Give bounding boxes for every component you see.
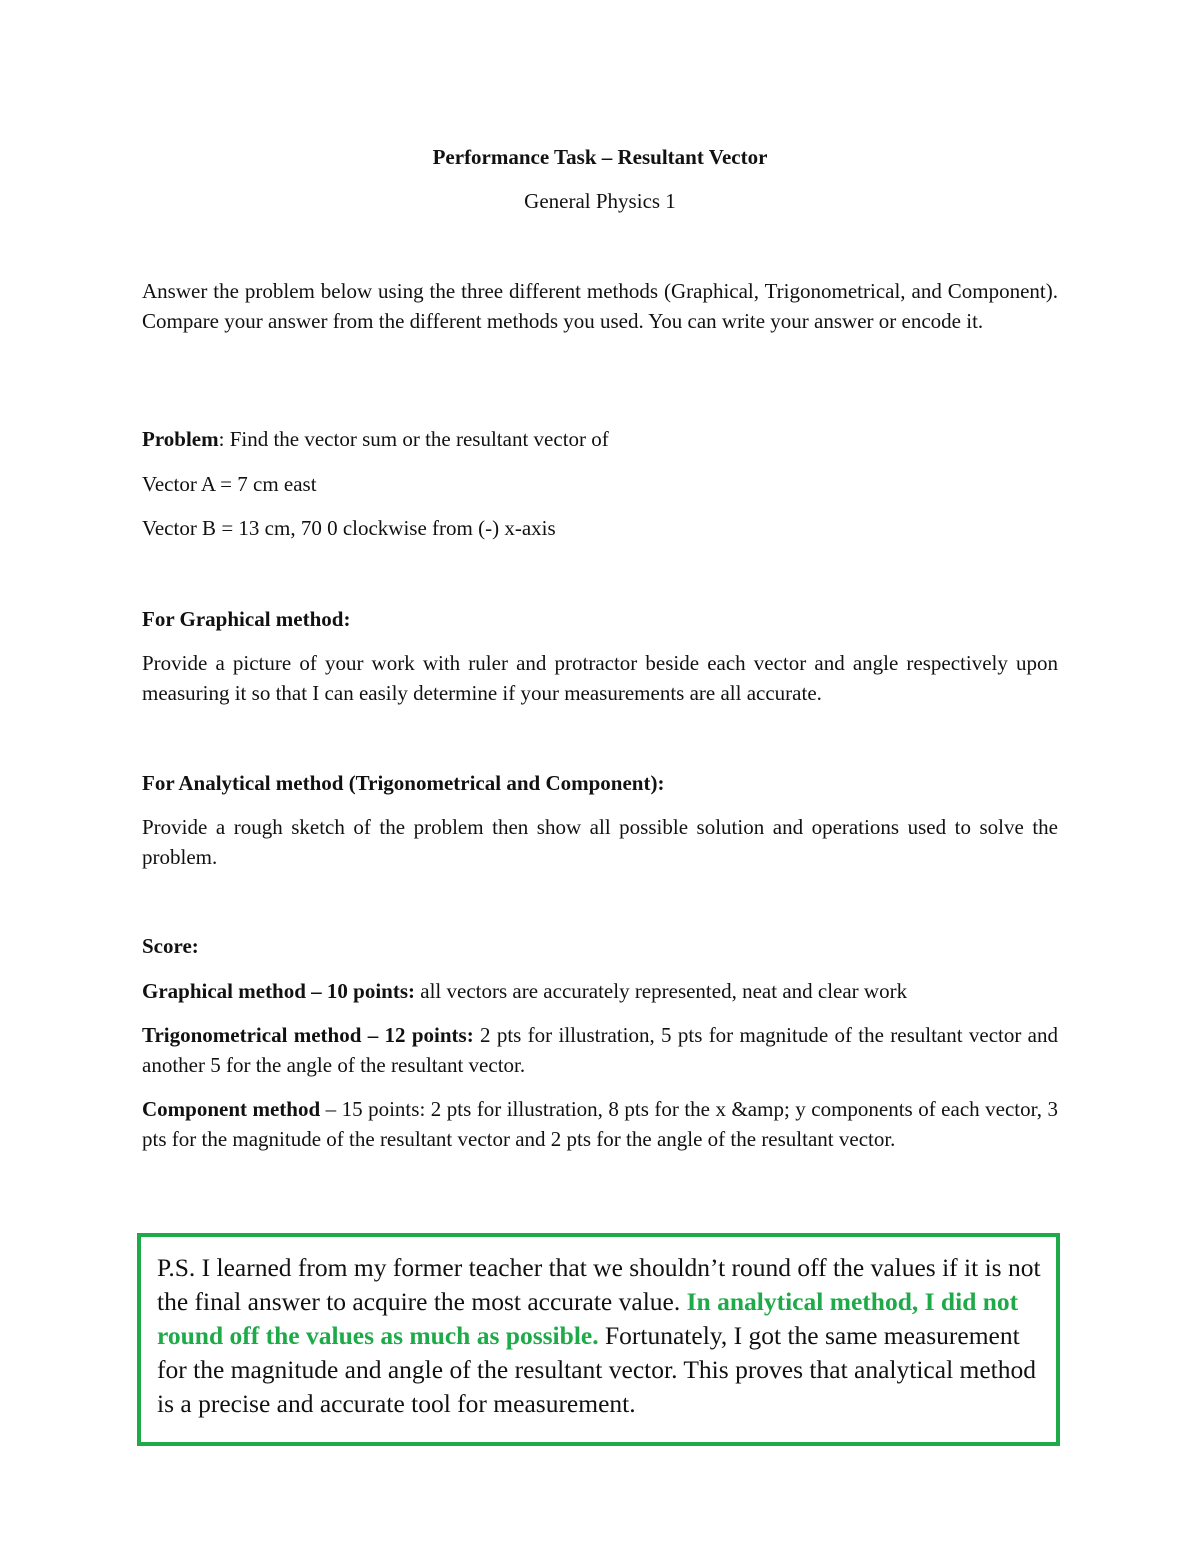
ps-note-box — [137, 1233, 1060, 1446]
score-trig-text: 2 pts for illustration, 5 pts for magnitude of the resultant vector and another 5 for the angle of the resultant vector. — [142, 1023, 1058, 1077]
instructions-paragraph: Answer the problem below using the three different methods (Graphical, Trigonometrical, and Component). Compare your answer from the different methods you used. You can write your answer or encode it. — [142, 279, 1058, 333]
ps-note-highlight: In analytical method, I did not round off the values as much as possible. — [157, 1287, 1019, 1350]
score-graphical — [142, 977, 907, 1005]
graphical-heading — [142, 605, 350, 633]
document-title: Performance Task – Resultant Vector — [432, 145, 768, 169]
score-graphical-text: all vectors are accurately represented, neat and clear work — [415, 979, 908, 1003]
ps-note-part1: P.S. I learned from my former teacher that we shouldn’t round off the values if it is not the final answer to acquire the most accurate value. — [157, 1253, 1041, 1316]
analytical-heading — [142, 769, 664, 797]
score-heading — [142, 932, 199, 960]
score-graphical-label: Graphical method – 10 points: — [142, 979, 416, 1003]
ps-note-text — [157, 1251, 1041, 1421]
vector-a-line: Vector A = 7 cm east — [142, 472, 317, 496]
analytical-heading-text: For Analytical method (Trigonometrical and Component): — [142, 771, 665, 795]
analytical-paragraph: Provide a rough sketch of the problem then show all possible solution and operations used to solve the problem. — [142, 815, 1058, 869]
score-component-text: – 15 points: 2 pts for illustration, 8 pts for the x &amp; y components of each vector, 3 pts for the magnitude of the resultant vector and 2 pts for the angle of the resultant vector. — [142, 1097, 1058, 1151]
graphical-paragraph: Provide a picture of your work with ruler and protractor beside each vector and angle respectively upon measuring it so that I can easily determine if your measurements are all accurate. — [142, 651, 1058, 705]
score-component — [142, 1095, 1058, 1154]
score-trigonometrical — [142, 1021, 1058, 1080]
graphical-heading-text: For Graphical method: — [142, 607, 351, 631]
score-component-label: Component method — [142, 1097, 321, 1121]
problem-text: : Find the vector sum or the resultant vector of — [218, 427, 609, 451]
problem-statement — [142, 425, 609, 453]
vector-b-line: Vector B = 13 cm, 70 0 clockwise from (-) x-axis — [142, 516, 556, 540]
score-heading-text: Score: — [142, 934, 199, 958]
problem-label: Problem — [142, 427, 219, 451]
ps-note-part2: Fortunately, I got the same measurement for the magnitude and angle of the resultant vector. This proves that analytical method is a precise and accurate tool for measurement. — [157, 1321, 1037, 1418]
score-trig-label: Trigonometrical method – 12 points: — [142, 1023, 474, 1047]
document-subtitle: General Physics 1 — [524, 189, 676, 213]
